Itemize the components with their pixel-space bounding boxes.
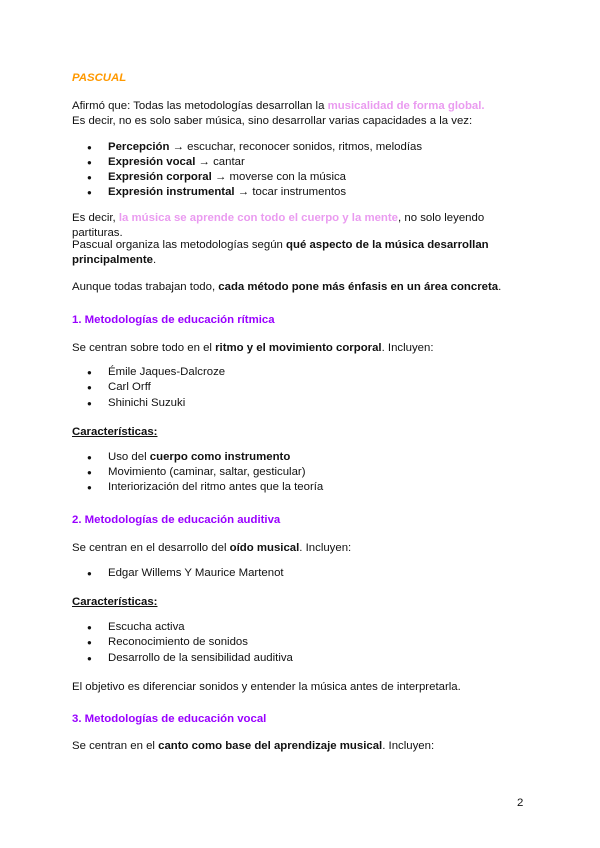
list-item: ● Émile Jaques-Dalcroze [108, 365, 528, 380]
highlight-text: musicalidad de forma global. [327, 100, 485, 112]
list-item: ● Edgar Willems Y Maurice Martenot [108, 566, 528, 581]
section-title: 3. Metodologías de educación vocal [72, 713, 267, 725]
section-intro: Se centran sobre todo en el ritmo y el movimiento corporal. Incluyen: [72, 342, 434, 354]
paragraph: El objetivo es diferenciar sonidos y entender la música antes de interpretarla. [72, 681, 461, 693]
section-title: 1. Metodologías de educación rítmica [72, 314, 275, 326]
list-item: ● Expresión vocal → cantar [108, 155, 528, 170]
list-item: ● Shinichi Suzuki [108, 396, 528, 411]
section-title: 2. Metodologías de educación auditiva [72, 514, 281, 526]
paragraph: Pascual organiza las metodologías según qué aspecto de la música desarrollan principalmente. [72, 239, 489, 266]
list-item: ● Carl Orff [108, 380, 528, 395]
list-item: ● Uso del cuerpo como instrumento [108, 450, 528, 465]
intro-text: Afirmó que: Todas las metodologías desarrollan la [72, 100, 328, 112]
list-item: ● Percepción → escuchar, reconocer sonidos, ritmos, melodías [108, 140, 528, 155]
list-item: ● Movimiento (caminar, saltar, gesticular) [108, 465, 528, 480]
intro-text-2: Es decir, no es solo saber música, sino desarrollar varias capacidades a la vez: [72, 115, 473, 127]
section-intro: Se centran en el canto como base del aprendizaje musical. Incluyen: [72, 740, 435, 752]
list-item: ● Expresión corporal → moverse con la música [108, 170, 528, 185]
list-item: ● Interiorización del ritmo antes que la teoría [108, 480, 528, 495]
page-number: 2 [517, 797, 524, 809]
section-intro: Se centran en el desarrollo del oído musical. Incluyen: [72, 542, 352, 554]
page-heading: PASCUAL [72, 72, 127, 84]
list-item: ● Reconocimiento de sonidos [108, 635, 528, 650]
list-item: ● Escucha activa [108, 620, 528, 635]
intro-paragraph [72, 99, 532, 129]
list-item: ● Expresión instrumental → tocar instrumentos [108, 185, 528, 200]
paragraph: Aunque todas trabajan todo, cada método pone más énfasis en un área concreta. [72, 281, 502, 293]
characteristics-label: Características: [72, 426, 158, 438]
list-item: ● Desarrollo de la sensibilidad auditiva [108, 651, 528, 666]
highlight-text: la música se aprende con todo el cuerpo y la mente [118, 212, 399, 224]
paragraph: Es decir, la música se aprende con todo el cuerpo y la mente, no solo leyendo partituras. [72, 212, 485, 239]
characteristics-label: Características: [72, 596, 158, 608]
